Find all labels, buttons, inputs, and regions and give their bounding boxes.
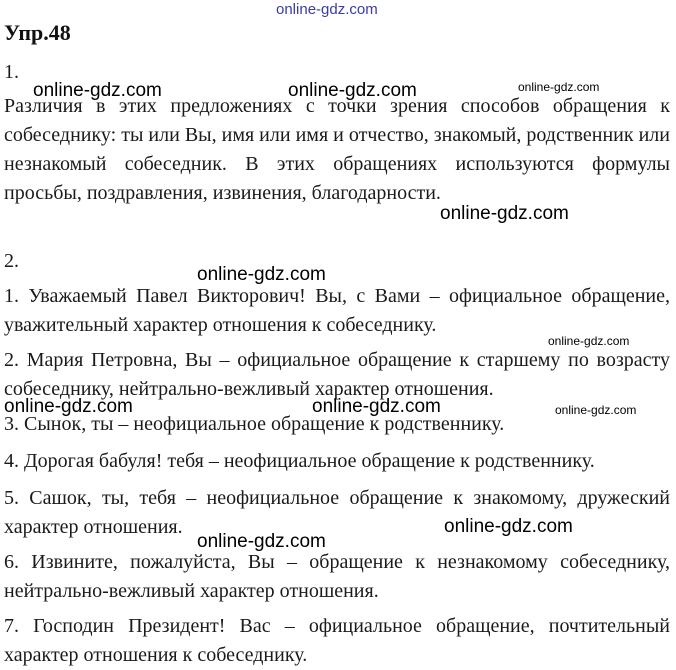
watermark: online-gdz.com xyxy=(33,80,162,101)
watermark: online-gdz.com xyxy=(312,396,441,417)
answer-item-3: 3. Сынок, ты – неофициальное обращение к родственнику. xyxy=(4,413,505,435)
answer-item-5: 5. Сашок, ты, тебя – неофициальное обращение к знакомому, дружеский характер отношения. xyxy=(4,487,670,538)
section-2-number: 2. xyxy=(4,250,19,272)
exercise-title: Упр.48 xyxy=(4,20,71,45)
watermark: online-gdz.com xyxy=(444,516,573,537)
answer-item-4: 4. Дорогая бабуля! тебя – неофициальное обращение к родственнику. xyxy=(4,450,595,472)
answer-item-6: 6. Извините, пожалуйста, Вы – обращение к незнакомому собеседнику, нейтрально-вежливый характер отношения. xyxy=(4,551,670,602)
watermark: online-gdz.com xyxy=(197,264,326,285)
watermark: online-gdz.com xyxy=(555,403,637,417)
answer-item-1: 1. Уважаемый Павел Викторович! Вы, с Вами – официальное обращение, уважительный характер отношения к собеседнику. xyxy=(4,285,670,336)
watermark-top: online-gdz.com xyxy=(276,1,378,18)
watermark: online-gdz.com xyxy=(548,334,630,348)
watermark: online-gdz.com xyxy=(197,531,326,552)
watermark: online-gdz.com xyxy=(4,396,133,417)
answer-item-2: 2. Мария Петровна, Вы – официальное обращение к старшему по возрасту собеседнику, нейтрально-вежливый характер отношения. xyxy=(4,349,670,400)
watermark: online-gdz.com xyxy=(288,80,417,101)
section-1-text: Различия в этих предложениях с точки зрения способов обращения к собеседнику: ты или Вы, имя или имя и отчество, знакомый, родственник или незнакомый собеседник. В этих обращениях используются формулы просьбы, поздравления, извинения, благодарности. xyxy=(4,95,670,204)
section-1-number: 1. xyxy=(4,61,19,83)
answer-item-7: 7. Господин Президент! Вас – официальное обращение, почтительный характер отношения к собеседнику. xyxy=(4,615,670,666)
watermark: online-gdz.com xyxy=(440,203,569,224)
watermark: online-gdz.com xyxy=(518,80,600,94)
